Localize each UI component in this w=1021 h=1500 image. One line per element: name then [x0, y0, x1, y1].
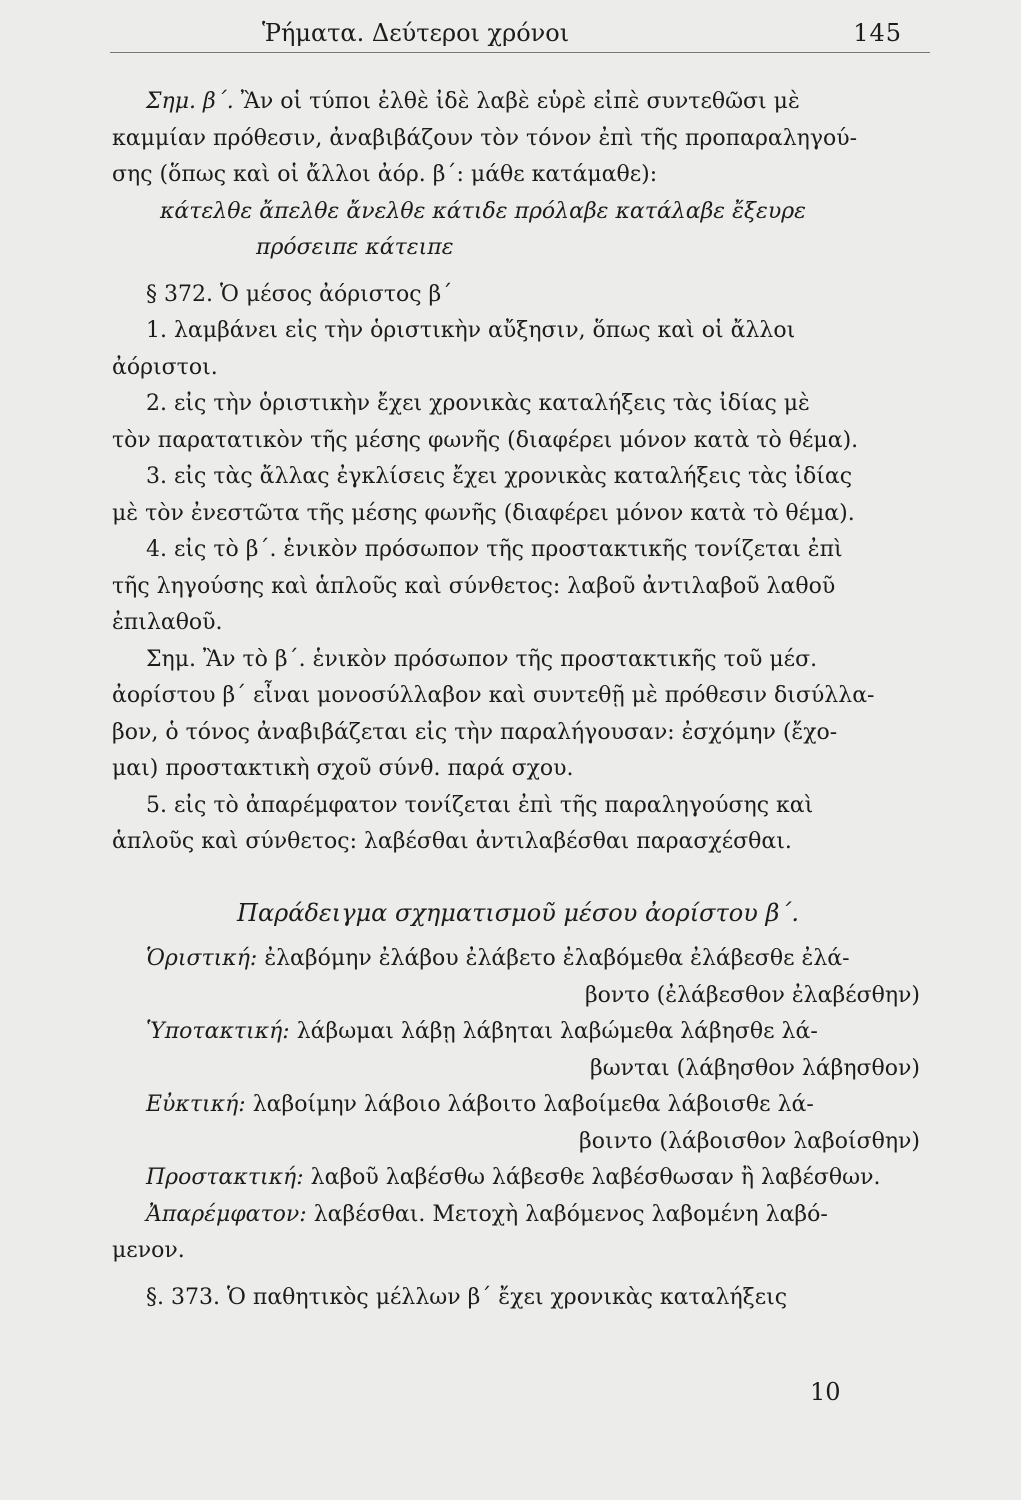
signature-mark: 10	[810, 1378, 841, 1406]
aparemfato-line1: Ἀπαρέμφατον: λαβέσθαι. Μετοχὴ λαβόμενος λαβομένη λαβό-	[146, 1201, 828, 1227]
note-line4: μαι) προστακτικὴ σχοῦ σύνθ. παρά σχου.	[112, 756, 574, 781]
ypotaktiki-label: Ὑποτακτική:	[146, 1019, 290, 1044]
note-b-line1: Σημ. β΄. Ἂν οἱ τύποι ἐλθὲ ἰδὲ λαβὲ εὑρὲ εἰπὲ συντεθῶσι μὲ	[146, 89, 800, 114]
oristiki-line1: Ὁριστική: ἐλαβόμην ἐλάβου ἐλάβετο ἐλαβόμεθα ἐλάβεσθε ἐλά-	[146, 946, 850, 971]
oristiki-line2: βοντο (ἐλάβεσθον ἐλαβέσθην)	[584, 982, 920, 1008]
header-rule	[110, 52, 930, 53]
ypotaktiki-line2: βωνται (λάβησθον λάβησθον)	[590, 1055, 920, 1081]
item5-line2: ἁπλοῦς καὶ σύνθετος: λαβέσθαι ἀντιλαβέσθαι παρασχέσθαι.	[112, 829, 792, 854]
item4-line3: ἐπιλαθοῦ.	[112, 610, 223, 635]
aparemfato-label: Ἀπαρέμφατον:	[146, 1201, 307, 1227]
page-body	[112, 84, 924, 1316]
prostaktiki-line1: Προστακτική: λαβοῦ λαβέσθω λάβεσθε λαβέσθωσαν ἢ λαβέσθων.	[146, 1165, 881, 1190]
item4-line2: τῆς ληγούσης καὶ ἁπλοῦς καὶ σύνθετος: λαβοῦ ἀντιλαβοῦ λαθοῦ	[112, 573, 836, 599]
aparemfato-line2: μενον.	[112, 1238, 185, 1263]
note-b-label: Σημ. β΄.	[146, 89, 234, 114]
note-b-verbs-row2: πρόσειπε κάτειπε	[256, 235, 454, 260]
euktiki-line1: Εὐκτική: λαβοίμην λάβοιο λάβοιτο λαβοίμεθα λάβοισθε λά-	[146, 1092, 814, 1117]
item1-line1: 1. λαμβάνει εἰς τὴν ὁριστικὴν αὔξησιν, ὅπως καὶ οἱ ἄλλοι	[146, 318, 796, 343]
note-line1: Σημ. Ἂν τὸ β΄. ἑνικὸν πρόσωπον τῆς προστακτικῆς τοῦ μέσ.	[146, 646, 818, 672]
item5-line1: 5. εἰς τὸ ἀπαρέμφατον τονίζεται ἐπὶ τῆς παραληγούσης καὶ	[146, 792, 814, 818]
header-title: Ῥήματα. Δεύτεροι χρόνοι	[262, 19, 570, 47]
euktiki-line2: βοιντο (λάβοισθον λαβοίσθην)	[578, 1128, 920, 1154]
note-b-verbs-row1: κάτελθε ἄπελθε ἄνελθε κάτιδε πρόλαβε κατάλαβε ἔξευρε	[160, 198, 806, 224]
note-b-line3: σης (ὅπως καὶ οἱ ἄλλοι ἀόρ. β΄: μάθε κατάμαθε):	[112, 162, 658, 187]
note-line2: ἀορίστου β΄ εἶναι μονοσύλλαβον καὶ συντεθῇ μὲ πρόθεσιν δισύλλα-	[112, 683, 875, 708]
item2-line2: τὸν παρατατικὸν τῆς μέσης φωνῆς (διαφέρει μόνον κατὰ τὸ θέμα).	[112, 427, 859, 453]
item4-line1: 4. εἰς τὸ β΄. ἑνικὸν πρόσωπον τῆς προστακτικῆς τονίζεται ἐπὶ	[146, 537, 843, 562]
section-372-heading: § 372. Ὁ μέσος ἀόριστος β΄	[146, 281, 453, 307]
ypotaktiki-line1: Ὑποτακτική: λάβωμαι λάβῃ λάβηται λαβώμεθα λάβησθε λά-	[146, 1019, 818, 1044]
note-b-line2: καμμίαν πρόθεσιν, ἀναβιβάζουν τὸν τόνον ἐπὶ τῆς προπαραληγού-	[112, 125, 858, 151]
note-line3: βον, ὁ τόνος ἀναβιβάζεται εἰς τὴν παραλήγουσαν: ἐσχόμην (ἔχο-	[112, 719, 838, 745]
item3-line2: μὲ τὸν ἐνεστῶτα τῆς μέσης φωνῆς (διαφέρει μόνον κατὰ τὸ θέμα).	[112, 500, 855, 526]
item3-line1: 3. εἰς τὰς ἄλλας ἐγκλίσεις ἔχει χρονικὰς καταλήξεις τὰς ἰδίας	[146, 464, 853, 489]
paradigm-table	[112, 941, 924, 1270]
section-373-line1: §. 373. Ὁ παθητικὸς μέλλων β΄ ἔχει χρονικὰς καταλήξεις	[146, 1284, 788, 1310]
prostaktiki-label: Προστακτική:	[146, 1165, 304, 1190]
item1-line2: ἀόριστοι.	[112, 354, 218, 380]
euktiki-label: Εὐκτική:	[146, 1092, 246, 1117]
paradigm-title: Παράδειγμα σχηματισμοῦ μέσου ἀορίστου β΄.	[237, 898, 799, 927]
page-number: 145	[853, 19, 902, 47]
oristiki-label: Ὁριστική:	[146, 946, 258, 971]
item2-line1: 2. εἰς τὴν ὁριστικὴν ἔχει χρονικὰς καταλήξεις τὰς ἰδίας μὲ	[146, 391, 810, 416]
